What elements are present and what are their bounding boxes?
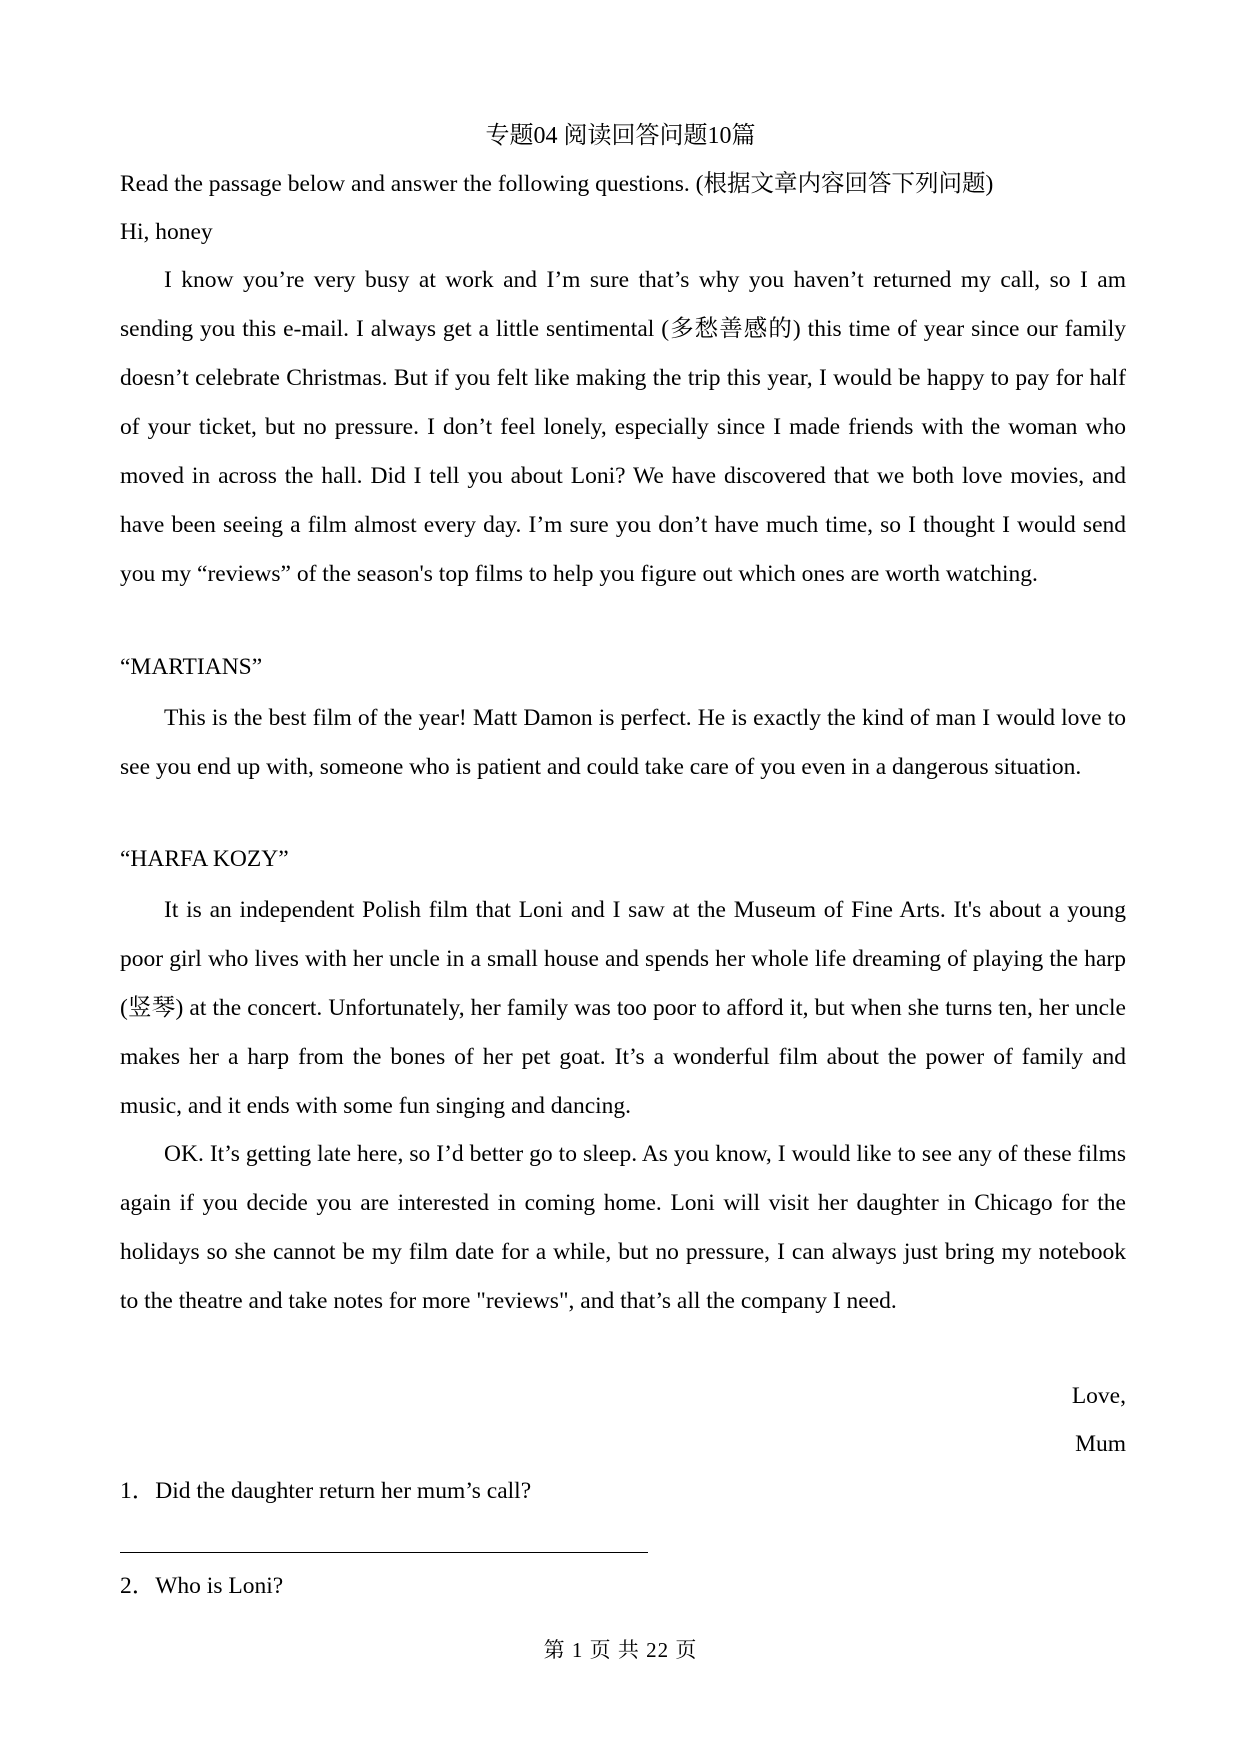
film-review-harfa-kozy: It is an independent Polish film that Loni and I saw at the Museum of Fine Arts. It's about a young poor girl who lives with her uncle in a small house and spends her whole life dreaming of playing the harp (竖琴) at the concert. Unfortunately, her family was too poor to afford it, but when she turns ten, her uncle makes her a harp from the bones of her pet goat. It’s a wonderful film about the power of family and music, and it ends with some fun singing and dancing. [120, 897, 1126, 1119]
letter-closing-paragraph: OK. It’s getting late here, so I’d better go to sleep. As you know, I would like to see any of these films again if you decide you are interested in coming home. Loni will visit her daughter in Chicago for the holidays so she cannot be my film date for a while, but no pressure, I can always just bring my notebook to the theatre and take notes for more "reviews", and that’s all the company I need. [120, 1141, 1126, 1314]
instruction-text: Read the passage below and answer the following questions. (根据文章内容回答下列问题) [120, 171, 994, 197]
question-1: 1．Did the daughter return her mum’s call? [120, 1478, 532, 1504]
letter-signature: Mum [1075, 1431, 1126, 1457]
film-title-martians: “MARTIANS” [120, 654, 263, 680]
film-title-harfa-kozy: “HARFA KOZY” [120, 846, 289, 872]
question-2: 2．Who is Loni? [120, 1573, 284, 1599]
letter-paragraph-1: I know you’re very busy at work and I’m sure that’s why you haven’t returned my call, so I am sending you this e-mail. I always get a little sentimental (多愁善感的) this time of year since our family doesn’t celebrate Christmas. But if you felt like making the trip this year, I would be happy to pay for half of your ticket, but no pressure. I don’t feel lonely, especially since I made friends with the woman who moved in across the hall. Did I tell you about Loni? We have discovered that we both love movies, and have been seeing a film almost every day. I’m sure you don’t have much time, so I thought I would send you my “reviews” of the season's top films to help you figure out which ones are worth watching. [120, 267, 1126, 587]
page-number-footer: 第 1 页 共 22 页 [543, 1638, 698, 1662]
letter-greeting: Hi, honey [120, 219, 213, 245]
film-review-martians: This is the best film of the year! Matt Damon is perfect. He is exactly the kind of man I would love to see you end up with, someone who is patient and could take care of you even in a dangerous situation. [120, 705, 1126, 780]
document-title: 专题04 阅读回答问题10篇 [485, 123, 756, 149]
letter-signoff: Love, [1071, 1383, 1126, 1409]
answer-line-1[interactable] [120, 1552, 648, 1553]
